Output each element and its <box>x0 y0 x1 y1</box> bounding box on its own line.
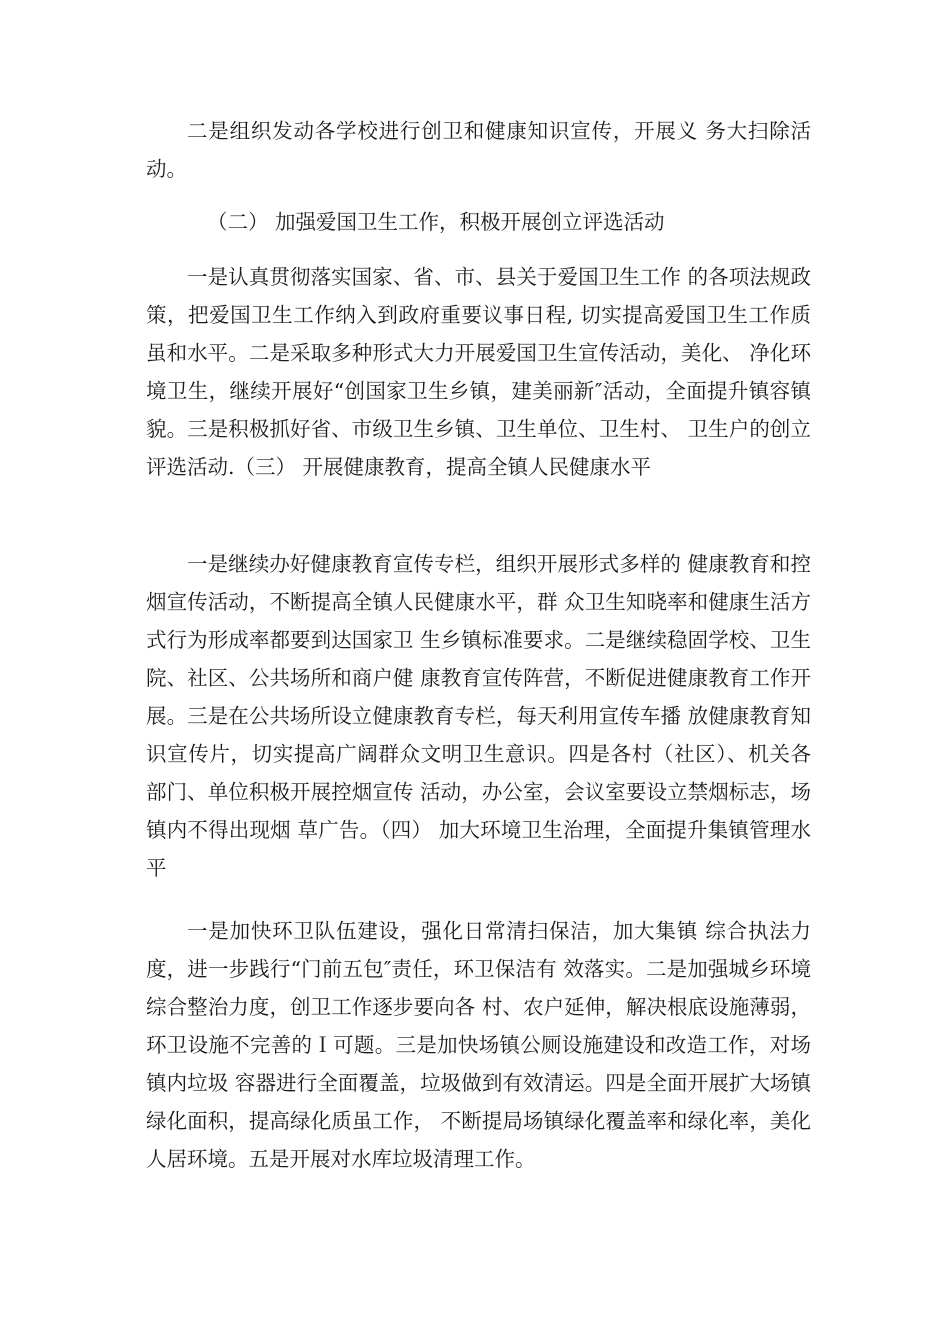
paragraph-school-promotion: 二是组织发动各学校进行创卫和健康知识宣传，开展义 务大扫除活动。 <box>146 119 811 181</box>
section-heading-patriotic-health: （二） 加强爱国卫生工作，积极开展创立评选活动 <box>207 210 665 234</box>
paragraph-environment: 一是加快环卫队伍建设，强化日常清扫保洁，加大集镇 综合执法力度，进一步践行“门前五包″责任，环卫保洁有 效落实。二是加强城乡环境综合整治力度，创卫工作逐步要向各 村、农户延伸，解决根底设施薄弱，环卫设施不完善的Ｉ可题。三是加快场镇公厕设施建设和改造工作，对场镇内垃圾 容器进行全面覆盖，垃圾做到有效清运。四是全面开展扩大场镇绿化面积，提高绿化质虽工作， 不断提局场镇绿化覆盖率和绿化率，美化人居环境。五是开展对水库垃圾清理工作。 <box>146 919 811 1171</box>
paragraph-patriotic-health: 一是认真贯彻落实国家、省、市、县关于爱国卫生工作 的各项法规政策，把爱国卫生工作纳入到政府重要议事日程, 切实提高爱国卫生工作质虽和水平。二是采取多种形式大力开展爱国卫生宣传活动，美化、 净化环境卫生，继续开展好“创国家卫生乡镇，建美丽新″活动，全面提升镇容镇貌。三是积极抓好省、市级卫生乡镇、卫生单位、卫生村、 卫生户的创立评选活动.（三） 开展健康教育，提高全镇人民健康水平 <box>146 265 811 479</box>
paragraph-health-education: 一是继续办好健康教育宣传专栏，组织开展形式多样的 健康教育和控烟宣传活动，不断提高全镇人民健康水平，群 众卫生知晓率和健康生活方式行为形成率都要到达国家卫 生乡镇标准要求。二是继续稳固学校、卫生院、社区、公共场所和商户健 康教育宣传阵营，不断促进健康教育工作开展。三是在公共场所设立健康教育专栏，每天利用宣传车播 放健康教育知识宣传片，切实提高广阔群众文明卫生意识。四是各村（社区）、机关各部门、单位积极开展控烟宣传 活动，办公室，会议室要设立禁烟标志，场镇内不得出现烟 草广告。（四） 加大环境卫生治理，全面提升集镇管理水平 <box>146 552 811 880</box>
